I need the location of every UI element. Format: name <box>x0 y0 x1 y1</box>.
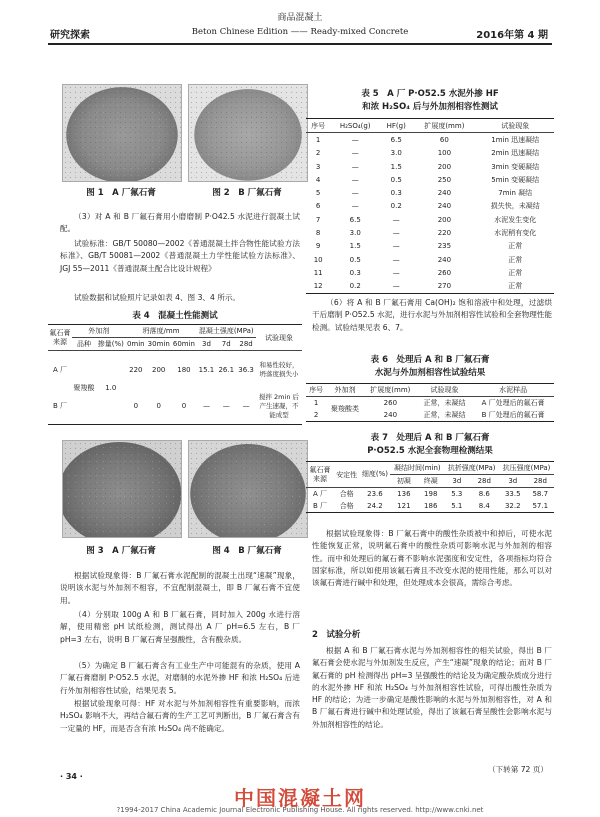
table-row <box>306 397 554 410</box>
table-cell: 损失快，未凝结 <box>490 202 540 211</box>
table-header: 抗折强度(MPa) <box>444 462 499 475</box>
table-cell: — <box>222 402 230 411</box>
table-cell: 2 <box>315 149 321 158</box>
table-cell: — <box>351 162 359 171</box>
table-cell: 8 <box>315 229 321 238</box>
table-row <box>306 280 554 294</box>
paragraph: 根据 A 和 B 厂氟石膏水泥与外加剂相容性的相关试验，得出 B 厂氟石膏会使水泥与外加剂发生反应，产生“速凝”现象的结论；而对 B 厂氟石膏的 pH 检测得出 pH=3 呈强酸性的结论及为确定酸杂质成分进行的水泥外掺 HF 和浓 H₂SO₄ 与外加剂相容性试验，可得出酸性杂质为 HF 的结论；为进一步确定是酸性影响的水泥与外加剂相容性，对 A 和 B 厂氟石膏进行碱中和处理试验，得出了该氟石膏呈酸性会影响水泥与外加剂相容性的结论。 <box>312 646 552 729</box>
table-cell: 1min 迅速凝结 <box>491 135 540 144</box>
table-row <box>306 266 554 279</box>
table-cell: 1.5 <box>390 162 402 171</box>
table-cell: 32.2 <box>504 502 521 510</box>
table-cell: 58.7 <box>532 490 549 498</box>
table-cell: 240 <box>437 202 452 211</box>
table-cell: 12 <box>313 282 323 291</box>
table-cell: — <box>392 229 400 238</box>
table-cell: B 厂 <box>312 502 328 510</box>
table-cell: — <box>392 255 400 264</box>
table-row <box>306 213 554 226</box>
table-cell: 198 <box>424 490 438 498</box>
table-header: 7d <box>216 338 236 351</box>
magazine-title: 商品混凝土 <box>277 13 323 23</box>
figure-2-caption: 图 2 B 厂氟石膏 <box>212 188 282 198</box>
table-cell: 3 <box>315 162 321 171</box>
figure-4-photo <box>188 440 308 538</box>
table-7 <box>306 461 554 513</box>
table-cell: 正常，未凝结 <box>423 411 466 419</box>
table-cell: — <box>351 135 359 144</box>
table-cell: 0.5 <box>349 255 361 264</box>
table-7-title-line2: P·O52.5 水泥全套物理检测结果 <box>367 446 493 456</box>
table-cell: 220 <box>437 229 452 238</box>
table-4 <box>48 324 302 425</box>
table-cell: 235 <box>437 242 452 251</box>
table-cell: — <box>392 282 400 291</box>
table-cell: 0 <box>133 402 139 411</box>
table-row <box>48 351 302 389</box>
table-cell: 5 <box>315 189 321 198</box>
table-header: 3d <box>499 475 526 488</box>
table-cell: 3.0 <box>390 149 402 158</box>
table-cell: 240 <box>383 411 398 419</box>
table-cell: 0.3 <box>390 189 402 198</box>
table-cell: 水泥稍有变化 <box>494 229 537 238</box>
issue-label: 2016年第 4 期 <box>476 30 548 41</box>
table-header: 3d <box>197 338 217 351</box>
table-header: 坍落度/mm <box>126 325 197 338</box>
table-cell: B 厂处理后的氟石膏 <box>481 411 545 419</box>
table-5-title-line2: 和浓 H₂SO₄ 后与外加剂相容性测试 <box>362 102 498 112</box>
table-cell: 5.3 <box>451 490 463 498</box>
table-cell: 11 <box>313 268 323 277</box>
table-cell: 合格 <box>339 502 354 510</box>
table-cell: 240 <box>437 189 452 198</box>
table-header: 28d <box>469 475 499 488</box>
table-cell: — <box>202 402 210 411</box>
table-header: 60min <box>171 338 196 351</box>
table-cell: 0.2 <box>390 202 402 211</box>
table-cell: 1.5 <box>349 242 361 251</box>
table-header: 水泥样品 <box>472 384 554 397</box>
table-7-title: 表 7 处理后 A 和 B 厂氟石膏 <box>370 433 490 443</box>
table-cell: 260 <box>437 268 452 277</box>
table-cell: 聚羧酸类 <box>326 397 364 422</box>
table-cell: 57.1 <box>532 502 549 510</box>
continued-note: （下转第 72 页） <box>487 765 548 774</box>
table-cell: 260 <box>383 399 398 407</box>
table-row <box>306 147 554 160</box>
table-cell: — <box>392 215 400 224</box>
table-cell: — <box>351 189 359 198</box>
section-heading: 2 试验分析 <box>312 630 361 640</box>
table-header: 外加剂 <box>326 384 364 397</box>
table-cell: 正常，未凝结 <box>423 399 466 407</box>
watermark: 中国混凝土网 <box>234 786 366 810</box>
table-cell: 121 <box>397 502 411 510</box>
table-6 <box>306 383 554 422</box>
table-row <box>306 133 554 147</box>
edition-label: Beton Chinese Edition —— Ready-mixed Concrete <box>191 27 409 37</box>
table-cell: 7min 凝结 <box>498 189 533 198</box>
table-row <box>306 186 554 199</box>
table-cell: 23.6 <box>367 490 383 498</box>
table-header: 扩展度(mm) <box>364 384 417 397</box>
table-cell: 6.5 <box>390 135 402 144</box>
table-header: 试验现象 <box>256 325 302 351</box>
table-cell: 搅拌 2min 后产生速凝，不能成型 <box>258 392 300 419</box>
table-cell: 0.2 <box>349 282 361 291</box>
table-cell: 270 <box>437 282 452 291</box>
paragraph: 根据试验现象得：B 厂氟石膏中的酸性杂质被中和掉后，可使水泥性能恢复正常，说明氟石膏中的酸性杂质可影响水泥与外加剂的相容性。而中和处理后的氟石膏不影响水泥强度和安定性，各项指标均符合国家标准，所以如使用该氟石膏且不改变水泥的使用性能，那么可以对该氟石膏进行碱中和处理，但处理成本会很高，需综合考虑。 <box>312 529 552 588</box>
table-header: 外加剂 <box>72 325 126 338</box>
table-5-title: 表 5 A 厂 P·O52.5 水泥外掺 HF <box>361 89 499 99</box>
table-header: 混凝土强度(MPa) <box>197 325 256 338</box>
table-cell: 0 <box>156 402 161 411</box>
figure-3-caption: 图 3 A 厂氟石膏 <box>86 546 156 556</box>
table-cell: 8.6 <box>478 490 490 498</box>
table-cell: 240 <box>437 255 452 264</box>
table-header: 3d <box>444 475 469 488</box>
paragraph: 试验标准：GB/T 50080—2002《普通混凝土拌合物性能试验方法标准》、GB/T 50081—2002《普通混凝土力学性能试验方法标准》、JGJ 55—2011《普通混凝土配合比设计规程》 <box>60 239 300 273</box>
table-cell: 36.3 <box>238 365 254 374</box>
table-cell: 180 <box>177 365 191 374</box>
table-header: 氟石膏来源 <box>306 462 334 488</box>
table-cell: — <box>351 175 359 184</box>
table-cell: 0.5 <box>390 175 402 184</box>
figure-1-caption: 图 1 A 厂氟石膏 <box>86 188 156 198</box>
table-cell: — <box>392 268 400 277</box>
table-cell: 26.1 <box>218 365 235 374</box>
table-cell: 3.0 <box>349 229 361 238</box>
table-cell: B 厂 <box>52 402 68 411</box>
table-cell: 6.5 <box>349 215 361 224</box>
table-header: 试验现象 <box>417 384 472 397</box>
table-cell: 24.2 <box>367 502 383 510</box>
table-row <box>306 253 554 266</box>
table-cell: 6 <box>315 202 321 211</box>
table-header: 试验现象 <box>476 119 554 133</box>
table-cell: 7 <box>315 215 321 224</box>
paragraph: （5）为确定 B 厂氟石膏含有工业生产中可能混有的杂质，使用 A 厂氟石膏磨制 P·O52.5 水泥，对磨制的水泥外掺 HF 和浓 H₂SO₄ 后进行外加剂相容性试验，结果见表 5。 <box>60 661 300 695</box>
copyright-line: ?1994-2017 China Academic Journal Electronic Publishing House. All rights reserved. http://www.cnki.net <box>116 806 484 814</box>
table-cell: 9 <box>315 242 321 251</box>
table-header: 细度(%) <box>359 462 390 488</box>
table-cell: 186 <box>424 502 438 510</box>
table-cell: 聚羧酸 <box>72 351 96 425</box>
table-6-title-line2: 水泥与外加剂相容性试验结果 <box>374 368 486 378</box>
table-header: 终凝 <box>417 475 444 488</box>
paragraph: 根据试验现象得：B 厂氟石膏水泥配制的混凝土出现“速凝”现象，说明该水泥与外加剂不相容，不宜配制混凝土，即 B 厂氟石膏不宜使用。 <box>60 571 300 605</box>
paragraph: （6）将 A 和 B 厂氟石膏用 Ca(OH)₂ 饱和溶液中和处理，过滤烘干后磨制 P·O52.5 水泥，进行水泥与外加剂相容性试验和全套物理性能检测。试验结果见表 6、7。 <box>312 298 552 332</box>
table-cell: 正常 <box>508 268 523 277</box>
page-number: · 34 · <box>60 772 83 781</box>
table-header: 28d <box>526 475 554 488</box>
table-cell: 1 <box>313 399 319 407</box>
table-cell: — <box>351 149 359 158</box>
table-cell: 15.1 <box>198 365 215 374</box>
table-header: 序号 <box>306 384 326 397</box>
table-5 <box>306 118 554 294</box>
table-cell: 5min 变硬凝结 <box>491 175 540 184</box>
table-cell: 正常 <box>508 242 523 251</box>
table-cell: 5.1 <box>451 502 463 510</box>
table-header: 扩展度(mm) <box>412 119 476 133</box>
table-cell: 8.4 <box>478 502 490 510</box>
table-header: 品种 <box>72 338 96 351</box>
table-cell: 60 <box>439 135 449 144</box>
table-cell: 合格 <box>339 490 354 498</box>
table-header: 28d <box>236 338 256 351</box>
table-cell: 1.0 <box>96 351 125 425</box>
paragraph: 根据试验现象可得：HF 对水泥与外加剂相容性有重要影响，而浓 H₂SO₄ 影响不大，再结合氟石膏的生产工艺可判断出，B 厂氟石膏含有一定量的 HF，而是否含有浓 H₂SO₄ 尚不能确定。 <box>60 699 300 733</box>
table-cell: 和易性较好，坍落度损失小 <box>259 360 299 378</box>
table-row <box>306 226 554 239</box>
table-cell: 136 <box>397 490 411 498</box>
table-cell: 0 <box>181 402 187 411</box>
table-cell: 1 <box>315 135 321 144</box>
table-cell: 200 <box>437 215 452 224</box>
table-header: 掺量(%) <box>96 338 125 351</box>
table-row <box>306 160 554 173</box>
table-cell: — <box>351 202 359 211</box>
table-header: 序号 <box>306 119 330 133</box>
table-header: HF(g) <box>380 119 412 133</box>
table-cell: — <box>392 242 400 251</box>
table-cell: 正常 <box>508 255 523 264</box>
figure-2-photo <box>188 84 308 182</box>
table-header: 氟石膏来源 <box>48 325 72 351</box>
table-cell: 200 <box>437 162 452 171</box>
table-cell: 10 <box>313 255 323 264</box>
table-row <box>306 200 554 213</box>
paragraph: （4）分别取 100g A 和 B 厂氟石膏，同时加入 200g 水进行溶解，使用精密 pH 试纸检测，测试得出 A 厂 pH=6.5 左右，B 厂 pH=3 左右，说明 B 厂氟石膏呈强酸性，含有酸杂质。 <box>60 610 300 644</box>
table-row <box>306 488 554 501</box>
table-cell: A 厂处理后的氟石膏 <box>481 399 545 407</box>
table-6-title: 表 6 处理后 A 和 B 厂氟石膏 <box>370 355 490 365</box>
section-label: 研究探索 <box>50 30 90 41</box>
table-cell: 33.5 <box>504 490 521 498</box>
table-header: H₂SO₄(g) <box>330 119 380 133</box>
paragraph: （3）对 A 和 B 厂氟石膏用小磨磨制 P·O42.5 水泥进行混凝土试配。 <box>60 212 300 234</box>
table-cell: 100 <box>437 149 452 158</box>
table-cell: 3min 变硬凝结 <box>491 162 540 171</box>
table-cell: 水泥发生变化 <box>494 215 537 224</box>
table-cell: A 厂 <box>52 365 67 374</box>
figure-3-photo <box>62 440 182 538</box>
table-row <box>306 240 554 253</box>
table-cell: 200 <box>152 365 166 374</box>
table-header: 0min <box>126 338 147 351</box>
table-cell: 正常 <box>508 282 523 291</box>
table-cell: 220 <box>129 365 143 374</box>
header-rule <box>48 43 552 45</box>
table-4-title: 表 4 混凝土性能测试 <box>132 311 218 321</box>
table-cell: 2min 迅速凝结 <box>491 149 540 158</box>
table-cell: 250 <box>437 175 452 184</box>
table-header: 凝结时间(min) <box>390 462 444 475</box>
table-header: 30min <box>146 338 171 351</box>
table-row <box>306 500 554 513</box>
paragraph: 试验数据和试验照片记录如表 4、图 3、4 所示。 <box>74 293 241 302</box>
table-cell: A 厂 <box>312 490 327 498</box>
table-header: 初凝 <box>390 475 417 488</box>
table-cell: — <box>242 402 250 411</box>
table-cell: 0.3 <box>349 268 361 277</box>
table-row <box>306 173 554 186</box>
figure-4-caption: 图 4 B 厂氟石膏 <box>212 546 282 556</box>
table-cell: 2 <box>313 411 319 419</box>
figure-1-photo <box>62 84 182 182</box>
table-cell: 4 <box>315 175 321 184</box>
table-header: 安定性 <box>334 462 359 488</box>
table-header: 抗压强度(MPa) <box>499 462 554 475</box>
